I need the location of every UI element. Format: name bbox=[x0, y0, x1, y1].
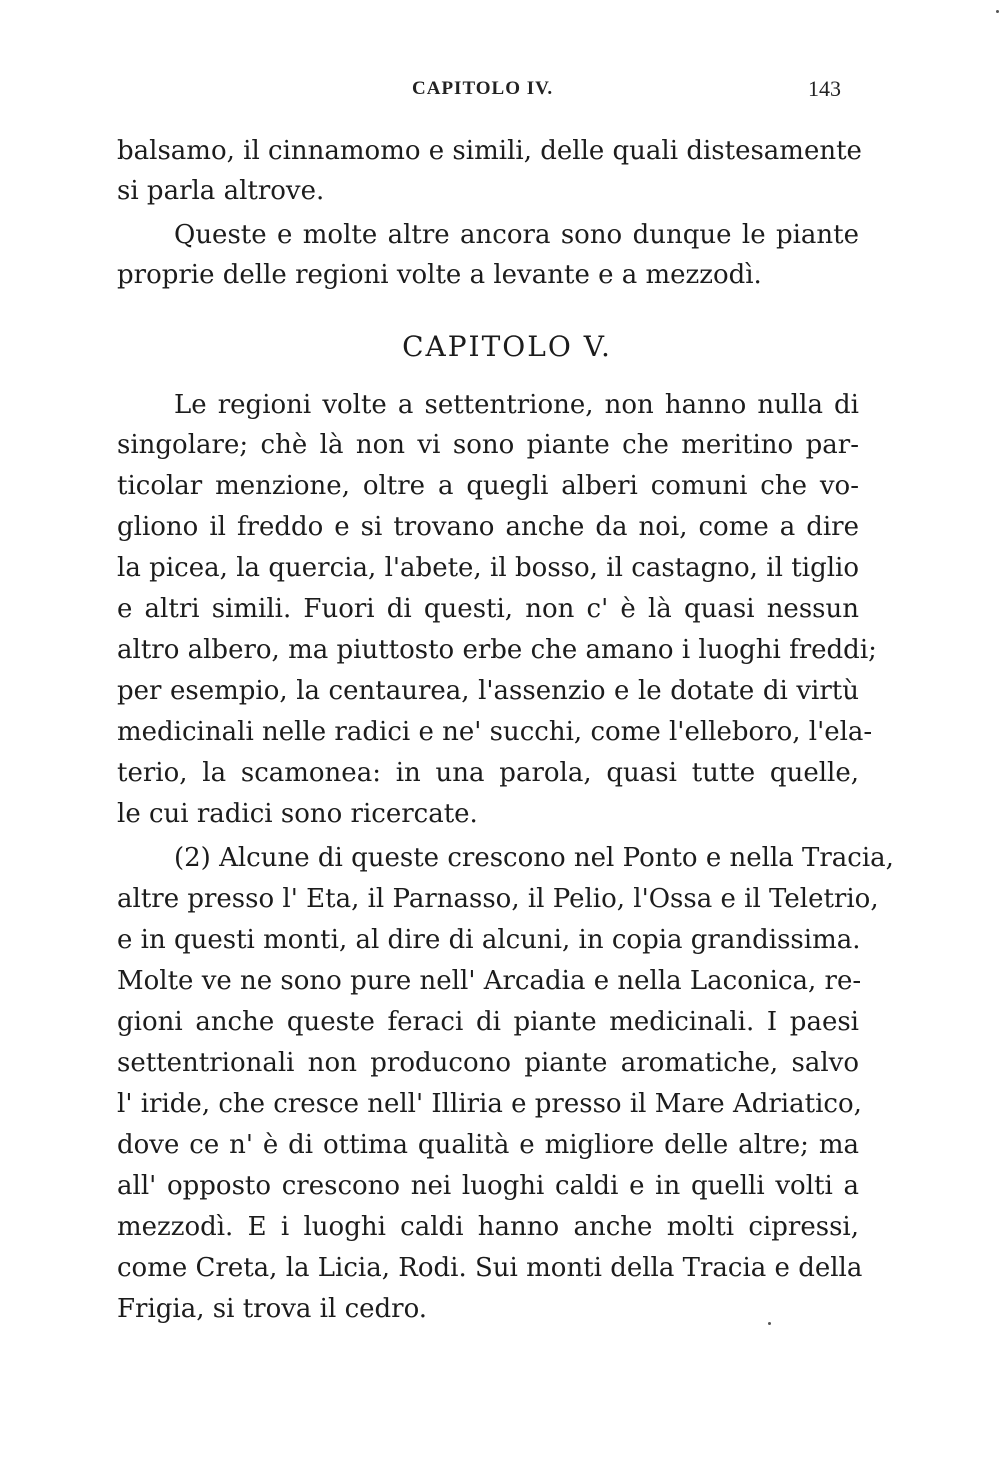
text-line: gioni anche queste feraci di piante medicinali. I paesi bbox=[117, 1007, 859, 1037]
text-line: la picea, la quercia, l'abete, il bosso, il castagno, il tiglio bbox=[117, 553, 859, 583]
text-line: per esempio, la centaurea, l'assenzio e le dotate di virtù bbox=[117, 676, 859, 706]
text-line: medicinali nelle radici e ne' succhi, come l'elleboro, l'ela- bbox=[117, 717, 873, 747]
text-line: (2) Alcune di queste crescono nel Ponto e nella Tracia, bbox=[174, 843, 894, 873]
text-line: e in questi monti, al dire di alcuni, in copia grandissima. bbox=[117, 925, 861, 955]
text-line: settentrionali non producono piante aromatiche, salvo bbox=[117, 1048, 859, 1078]
text-line: altro albero, ma piuttosto erbe che amano i luoghi freddi; bbox=[117, 635, 877, 665]
text-line: mezzodì. E i luoghi caldi hanno anche molti cipressi, bbox=[117, 1212, 859, 1242]
text-line: come Creta, la Licia, Rodi. Sui monti della Tracia e della bbox=[117, 1253, 863, 1283]
text-line: Molte ve ne sono pure nell' Arcadia e nella Laconica, re- bbox=[117, 966, 862, 996]
text-line: all' opposto crescono nei luoghi caldi e in quelli volti a bbox=[117, 1171, 859, 1201]
text-line: ticolar menzione, oltre a quegli alberi comuni che vo- bbox=[117, 471, 859, 501]
text-line: l' iride, che cresce nell' Illiria e presso il Mare Adriatico, bbox=[117, 1089, 862, 1119]
text-line: Frigia, si trova il cedro. bbox=[117, 1294, 428, 1324]
running-title: CAPITOLO IV. bbox=[412, 78, 554, 99]
paper-speck bbox=[996, 10, 999, 13]
chapter-heading bbox=[0, 330, 1000, 363]
text-line: balsamo, il cinnamomo e simili, delle quali distesamente bbox=[117, 136, 862, 166]
text-line: e altri simili. Fuori di questi, non c' è là quasi nessun bbox=[117, 594, 859, 624]
text-line: Queste e molte altre ancora sono dunque le piante bbox=[174, 220, 859, 250]
paper-speck bbox=[768, 1322, 771, 1325]
text-line: altre presso l' Eta, il Parnasso, il Pelio, l'Ossa e il Teletrio, bbox=[117, 884, 879, 914]
text-line: dove ce n' è di ottima qualità e migliore delle altre; ma bbox=[117, 1130, 859, 1160]
page-number: 143 bbox=[808, 76, 841, 101]
text-line: proprie delle regioni volte a levante e a mezzodì. bbox=[117, 260, 762, 290]
text-line: le cui radici sono ricercate. bbox=[117, 799, 478, 829]
page-header bbox=[0, 76, 1000, 106]
chapter-heading-text: CAPITOLO V. bbox=[402, 330, 612, 363]
text-line: terio, la scamonea: in una parola, quasi tutte quelle, bbox=[117, 758, 859, 788]
text-line: si parla altrove. bbox=[117, 176, 325, 206]
text-line: Le regioni volte a settentrione, non hanno nulla di bbox=[174, 390, 859, 420]
text-line: gliono il freddo e si trovano anche da noi, come a dire bbox=[117, 512, 859, 542]
text-line: singolare; chè là non vi sono piante che meritino par- bbox=[117, 430, 859, 460]
